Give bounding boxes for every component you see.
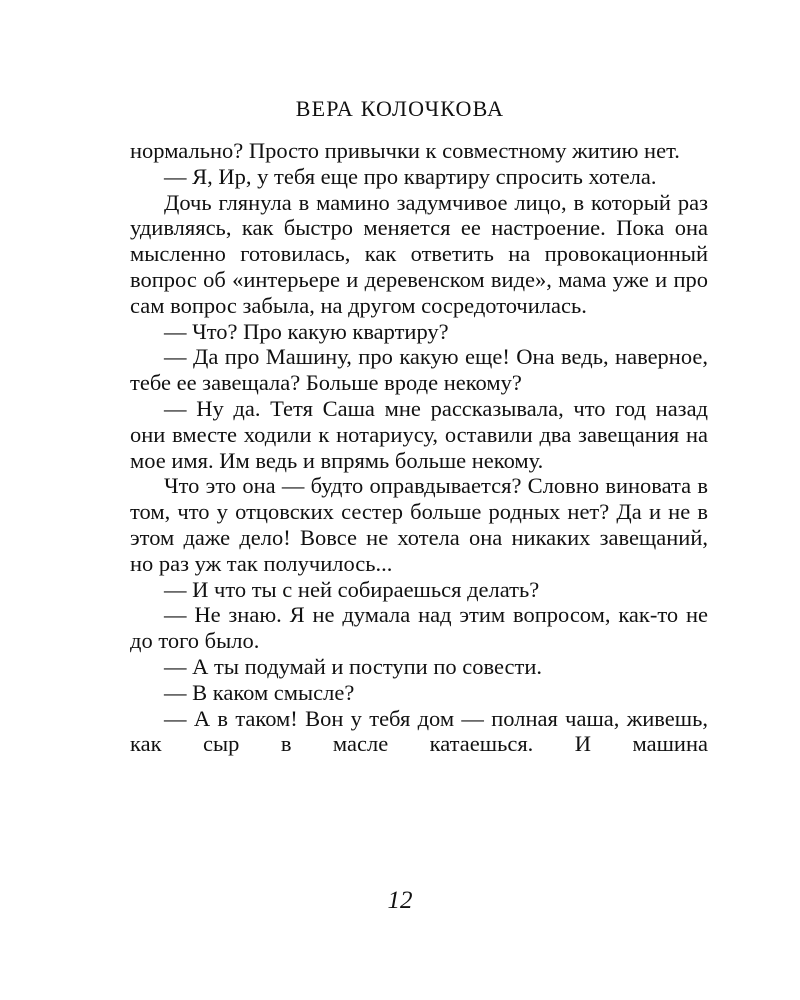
paragraph-dialogue: — Я, Ир, у тебя еще про квартиру спросить хотела. [164, 163, 657, 189]
paragraph-dialogue: — Что? Про какую квартиру? [164, 318, 449, 344]
paragraph-dialogue: — Ну да. Тетя Саша мне рассказывала, что год назад они вместе ходили к нотариусу, оставили два завещания на мое имя. Им ведь и впрямь больше некому. [130, 395, 708, 473]
paragraph-continuation: нормально? Просто привычки к совместному житию нет. [130, 138, 680, 163]
paragraph-narration: Дочь глянула в мамино задумчивое лицо, в который раз удивляясь, как быстро меняется ее настроение. Пока она мысленно готовилась, как ответить на провокационный вопрос об «интерьере и деревенском виде», мама уже и про сам вопрос забыла, на другом сосредоточилась. [130, 189, 708, 318]
paragraph-dialogue: — А в таком! Вон у тебя дом — полная чаша, живешь, как сыр в масле катаешься. И машина [130, 705, 708, 757]
paragraph-narration: Что это она — будто оправдывается? Словно виновата в том, что у отцовских сестер больше родных нет? Да и не в этом даже дело! Вовсе не хотела она никаких завещаний, но раз уж так получилось... [130, 473, 708, 576]
paragraph-dialogue: — Да про Машину, про какую еще! Она ведь, наверное, тебе ее завещала? Больше вроде некому? [130, 344, 708, 396]
page-number: 12 [387, 887, 413, 914]
running-head-author: ВЕРА КОЛОЧКОВА [295, 96, 505, 121]
paragraph-dialogue: — В каком смысле? [164, 679, 355, 705]
paragraph-dialogue: — Не знаю. Я не думала над этим вопросом, как-то не до того было. [130, 602, 708, 654]
paragraph-dialogue: — А ты подумай и поступи по совести. [164, 653, 543, 679]
body-text [130, 138, 708, 757]
paragraph-dialogue: — И что ты с ней собираешься делать? [164, 576, 540, 602]
